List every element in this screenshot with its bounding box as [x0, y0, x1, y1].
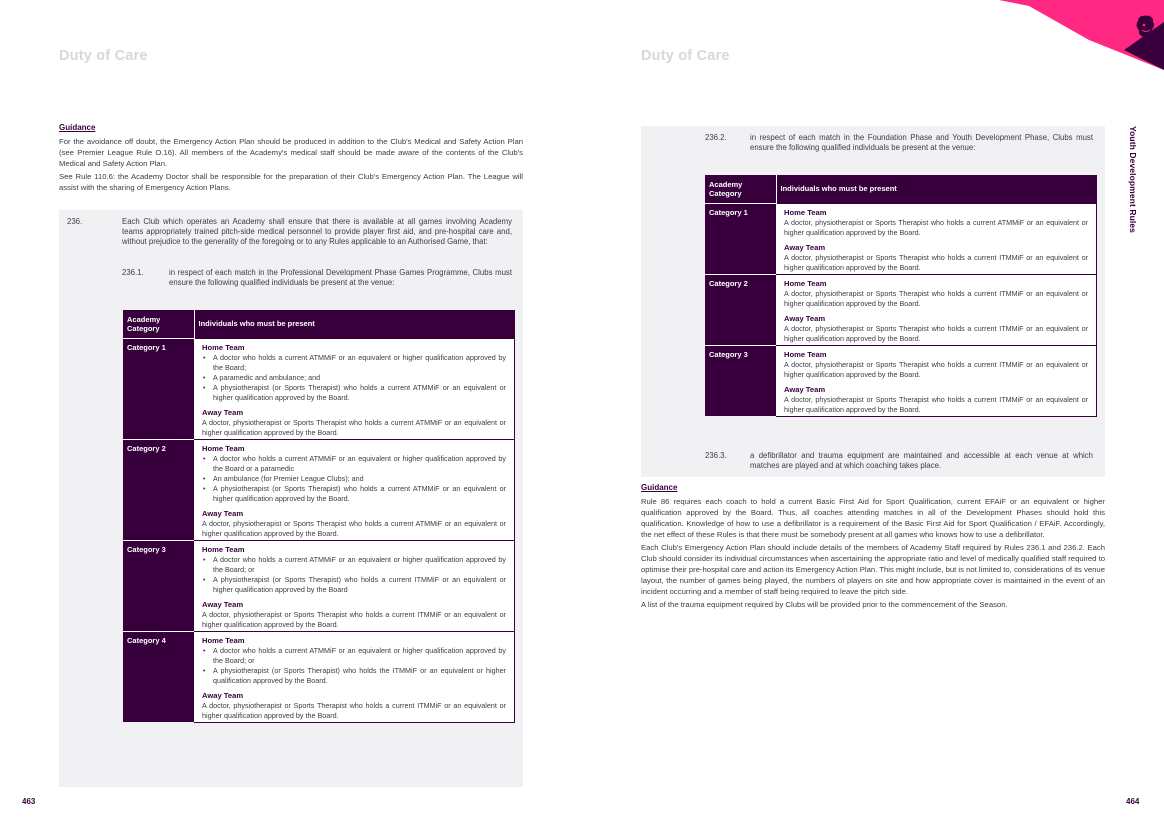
home-team-text: A doctor, physiotherapist or Sports Therapist who holds a current ITMMiF or an equivalent or higher qualification approved by the Board. [784, 359, 1088, 379]
right-page [582, 0, 1164, 826]
requirements-cell [194, 439, 515, 540]
category-cell: Category 2 [705, 274, 776, 345]
away-team-text: A doctor, physiotherapist or Sports Therapist who holds a current ATMMiF or an equivalent or higher qualification approved by the Board. [202, 417, 506, 437]
table-row [123, 338, 515, 439]
table-row [123, 631, 515, 722]
rule-number: 236.1. [122, 268, 144, 277]
requirements-table [123, 310, 515, 723]
list-item: • An ambulance (for Premier League Clubs); and [202, 474, 506, 484]
away-team-label: Away Team [784, 242, 826, 252]
guidance-paragraph: Each Club's Emergency Action Plan should include details of the members of Academy Staff required by Rules 236.1 and 236.2. Each Club should consider its individual circumstances when ascertaining the appropriate ratio and level of medically qualified staff required to optimise their pre-hospital care and action its Emergency Action Plan. This might include, but is not limited to, considerations of its venue layout, the number of games being played, the numbers of players on site and how appropriate cover is maintained in the event of an incident occurring and a member of staff being required to leave the pitch side. [641, 543, 1105, 596]
list-item: • A paramedic and ambulance; and [202, 373, 506, 383]
guidance-block [59, 123, 523, 195]
table-row [123, 540, 515, 631]
table-row [705, 203, 1097, 274]
guidance-heading: Guidance [59, 123, 96, 132]
rule-text: in respect of each match in the Professional Development Phase Games Programme, Clubs must ensure the following qualified individuals be present at the venue: [169, 268, 512, 287]
rule-number: 236.2. [705, 133, 727, 142]
away-team-text: A doctor, physiotherapist or Sports Therapist who holds a current ITMMiF or an equivalent or higher qualification approved by the Board. [784, 252, 1088, 272]
guidance-paragraph: See Rule 110.6: the Academy Doctor shall be responsible for the preparation of their Club's Emergency Action Plan. The League will assist with the sharing of Emergency Action Plans. [59, 172, 523, 192]
page-number: 463 [22, 797, 36, 806]
away-team-label: Away Team [202, 508, 244, 518]
home-team-list [202, 646, 506, 686]
rule-text: in respect of each match in the Foundation Phase and Youth Development Phase, Clubs must ensure the following qualified individuals be present at the venue: [750, 133, 1093, 152]
guidance-paragraph: Rule 86 requires each coach to hold a current Basic First Aid for Sport Qualification, current EFAiF or an equivalent or higher qualification approved by the Board. Thus, all coaches attending matches in all of the Development Phases should hold this qualification. Knowledge of how to use a defibrillator is a requirement of the Basic First Aid for Sport Qualification / EFAiF. Accordingly, the net effect of these Rules is that there must be somebody present at all games who knows how to use a defibrillator. [641, 497, 1105, 539]
home-team-label: Home Team [784, 278, 827, 288]
home-team-list [202, 353, 506, 403]
corner-banner [999, 0, 1164, 70]
home-team-text: A doctor, physiotherapist or Sports Therapist who holds a current ITMMiF or an equivalent or higher qualification approved by the Board. [784, 288, 1088, 308]
home-team-label: Home Team [202, 443, 245, 453]
guidance-paragraph: A list of the trauma equipment required by Clubs will be provided prior to the commencement of the Season. [641, 600, 1008, 609]
away-team-label: Away Team [202, 690, 244, 700]
rule-236-1 [122, 268, 512, 288]
home-team-list [202, 555, 506, 595]
home-team-label: Home Team [202, 342, 245, 352]
guidance-block [641, 483, 1105, 612]
requirements-cell [194, 540, 515, 631]
table-row [705, 274, 1097, 345]
column-header-category: Academy Category [123, 310, 194, 338]
pink-corner-shape [999, 0, 1164, 70]
rule-number: 236. [67, 217, 83, 226]
home-team-label: Home Team [784, 207, 827, 217]
list-item: • A physiotherapist (or Sports Therapist) who holds the ITMMiF or an equivalent or higher qualification approved by the Board. [202, 666, 506, 686]
away-team-text: A doctor, physiotherapist or Sports Therapist who holds a current ITMMiF or an equivalent or higher qualification approved by the Board. [202, 609, 506, 629]
column-header-category: Academy Category [705, 175, 776, 203]
guidance-heading: Guidance [641, 483, 678, 492]
away-team-text: A doctor, physiotherapist or Sports Therapist who holds a current ITMMiF or an equivalent or higher qualification approved by the Board. [784, 323, 1088, 343]
rule-236-3 [705, 451, 1093, 471]
list-item: • A physiotherapist (or Sports Therapist) who holds a current ATMMiF or an equivalent or higher qualification approved by the Board. [202, 484, 506, 504]
column-header-individuals: Individuals who must be present [194, 310, 515, 338]
category-cell: Category 1 [123, 338, 194, 439]
requirements-table-wrapper [123, 310, 515, 723]
away-team-label: Away Team [202, 599, 244, 609]
away-team-label: Away Team [784, 313, 826, 323]
away-team-text: A doctor, physiotherapist or Sports Therapist who holds a current ATMMiF or an equivalent or higher qualification approved by the Board. [202, 518, 506, 538]
home-team-label: Home Team [202, 544, 245, 554]
side-label [1124, 126, 1144, 266]
requirements-cell [194, 338, 515, 439]
rule-box [641, 126, 1105, 477]
section-title: Duty of Care [641, 48, 730, 64]
list-item: • A physiotherapist (or Sports Therapist) who holds a current ATMMiF or an equivalent or higher qualification approved by the Board. [202, 383, 506, 403]
away-team-label: Away Team [784, 384, 826, 394]
table-body [123, 338, 515, 722]
category-cell: Category 4 [123, 631, 194, 722]
home-team-text: A doctor, physiotherapist or Sports Therapist who holds a current ATMMiF or an equivalent or higher qualification approved by the Board. [784, 217, 1088, 237]
away-team-text: A doctor, physiotherapist or Sports Therapist who holds a current ITMMiF or an equivalent or higher qualification approved by the Board. [784, 394, 1088, 414]
page-number: 464 [1126, 797, 1140, 806]
category-cell: Category 1 [705, 203, 776, 274]
home-team-list [202, 454, 506, 504]
rule-236 [67, 217, 512, 247]
rule-box [59, 210, 523, 787]
list-item: • A physiotherapist (or Sports Therapist) who holds a current ITMMiF or an equivalent or higher qualification approved by the Board [202, 575, 506, 595]
list-item: • A doctor who holds a current ATMMiF or an equivalent or higher qualification approved by the Board or a paramedic [202, 454, 506, 474]
guidance-paragraph: For the avoidance off doubt, the Emergency Action Plan should be produced in addition to the Club's Medical and Safety Action Plan (see Premier League Rule O.16). All members of the Academy's medical staff should be made aware of the contents of the Club's Medical and Safety Action Plan. [59, 137, 523, 168]
requirements-cell [776, 203, 1097, 274]
requirements-table-wrapper [705, 175, 1097, 417]
rule-text: a defibrillator and trauma equipment are maintained and accessible at each venue at which matches are played and at which coaching takes place. [750, 451, 1093, 470]
away-team-label: Away Team [202, 407, 244, 417]
table-body [705, 203, 1097, 416]
rule-number: 236.3. [705, 451, 727, 460]
rule-text: Each Club which operates an Academy shall ensure that there is available at all games involving Academy teams appropriately trained pitch-side medical personnel to provide player first aid, and pre-hospital care and, without prejudice to the generality of the foregoing or to any Rules applicable to an Authorised Game, that: [122, 217, 512, 246]
list-item: • A doctor who holds a current ATMMiF or an equivalent or higher qualification approved by the Board; [202, 353, 506, 373]
category-cell: Category 2 [123, 439, 194, 540]
requirements-cell [776, 345, 1097, 416]
home-team-label: Home Team [202, 635, 245, 645]
away-team-text: A doctor, physiotherapist or Sports Therapist who holds a current ITMMiF or an equivalent or higher qualification approved by the Board. [202, 700, 506, 720]
home-team-label: Home Team [784, 349, 827, 359]
category-cell: Category 3 [123, 540, 194, 631]
list-item: • A doctor who holds a current ATMMiF or an equivalent or higher qualification approved by the Board; or [202, 646, 506, 666]
side-label-text: Youth Development Rules [1128, 126, 1138, 233]
rule-236-2 [705, 133, 1093, 153]
category-cell: Category 3 [705, 345, 776, 416]
requirements-table [705, 175, 1097, 417]
list-item: • A doctor who holds a current ATMMiF or an equivalent or higher qualification approved by the Board; or [202, 555, 506, 575]
table-row [705, 345, 1097, 416]
table-row [123, 439, 515, 540]
requirements-cell [194, 631, 515, 722]
requirements-cell [776, 274, 1097, 345]
column-header-individuals: Individuals who must be present [776, 175, 1097, 203]
section-title: Duty of Care [59, 48, 148, 64]
